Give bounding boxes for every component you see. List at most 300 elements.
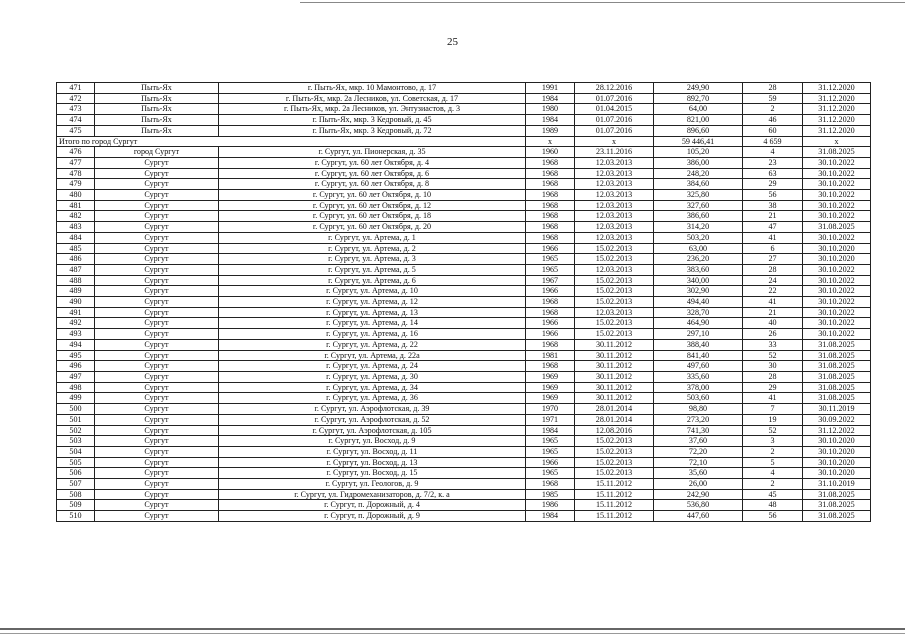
cell-date: 30.11.2012 <box>575 339 654 350</box>
table-row <box>57 361 871 372</box>
cell-area: 325,80 <box>654 190 743 201</box>
table-row <box>57 329 871 340</box>
cell-city: Сургут <box>95 361 219 372</box>
cell-number: 479 <box>57 179 95 190</box>
cell-deadline: 31.12.2020 <box>803 104 871 115</box>
cell-address: г. Сургут, ул. Артема, д. 16 <box>219 329 526 340</box>
cell-apartments: 27 <box>743 254 803 265</box>
cell-city: Сургут <box>95 489 219 500</box>
table-row <box>57 500 871 511</box>
cell-year: 1989 <box>526 125 575 136</box>
cell-city: Сургут <box>95 414 219 425</box>
cell-apartments: 6 <box>743 243 803 254</box>
cell-address: г. Сургут, ул. Артема, д. 2 <box>219 243 526 254</box>
cell-city: Сургут <box>95 318 219 329</box>
cell-number: 489 <box>57 286 95 297</box>
cell-deadline: 30.10.2020 <box>803 436 871 447</box>
cell-date: 12.03.2013 <box>575 157 654 168</box>
cell-address: г. Сургут, ул. Артема, д. 22а <box>219 350 526 361</box>
cell-year: 1968 <box>526 361 575 372</box>
cell-date: 15.11.2012 <box>575 500 654 511</box>
cell-number: 495 <box>57 350 95 361</box>
subtotal-area: 59 446,41 <box>654 136 743 147</box>
subtotal-year: x <box>526 136 575 147</box>
cell-year: 1960 <box>526 147 575 158</box>
table-row <box>57 297 871 308</box>
table-row <box>57 264 871 275</box>
cell-deadline: 31.08.2025 <box>803 222 871 233</box>
cell-deadline: 31.08.2025 <box>803 511 871 522</box>
cell-address: г. Сургут, ул. Артема, д. 3 <box>219 254 526 265</box>
cell-address: г. Пыть-Ях, мкр. 3 Кедровый, д. 45 <box>219 115 526 126</box>
table-row <box>57 190 871 201</box>
cell-apartments: 38 <box>743 200 803 211</box>
cell-year: 1966 <box>526 457 575 468</box>
cell-address: г. Сургут, ул. 60 лет Октября, д. 18 <box>219 211 526 222</box>
cell-address: г. Сургут, ул. Артема, д. 14 <box>219 318 526 329</box>
cell-city: Сургут <box>95 264 219 275</box>
cell-number: 484 <box>57 232 95 243</box>
cell-city: Сургут <box>95 243 219 254</box>
cell-apartments: 52 <box>743 350 803 361</box>
cell-city: Сургут <box>95 425 219 436</box>
cell-address: г. Сургут, ул. Пионерская, д. 35 <box>219 147 526 158</box>
cell-number: 487 <box>57 264 95 275</box>
cell-date: 12.03.2013 <box>575 264 654 275</box>
cell-deadline: 31.12.2020 <box>803 125 871 136</box>
cell-area: 242,90 <box>654 489 743 500</box>
cell-address: г. Сургут, ул. Геологов, д. 9 <box>219 479 526 490</box>
cell-address: г. Сургут, ул. Артема, д. 6 <box>219 275 526 286</box>
cell-year: 1980 <box>526 104 575 115</box>
cell-apartments: 28 <box>743 264 803 275</box>
cell-number: 502 <box>57 425 95 436</box>
cell-city: Сургут <box>95 457 219 468</box>
subtotal-apartments: 4 659 <box>743 136 803 147</box>
table-row <box>57 479 871 490</box>
cell-area: 896,60 <box>654 125 743 136</box>
cell-date: 12.08.2016 <box>575 425 654 436</box>
cell-apartments: 48 <box>743 500 803 511</box>
cell-deadline: 30.10.2022 <box>803 307 871 318</box>
table-row <box>57 125 871 136</box>
cell-deadline: 30.10.2020 <box>803 457 871 468</box>
cell-number: 500 <box>57 404 95 415</box>
cell-year: 1965 <box>526 254 575 265</box>
cell-number: 506 <box>57 468 95 479</box>
cell-date: 23.11.2016 <box>575 147 654 158</box>
cell-apartments: 4 <box>743 147 803 158</box>
cell-apartments: 3 <box>743 436 803 447</box>
cell-city: Сургут <box>95 275 219 286</box>
cell-date: 15.02.2013 <box>575 286 654 297</box>
subtotal-date: x <box>575 136 654 147</box>
cell-address: г. Сургут, ул. Восход, д. 9 <box>219 436 526 447</box>
cell-city: Пыть-Ях <box>95 83 219 94</box>
cell-year: 1968 <box>526 168 575 179</box>
table-row <box>57 339 871 350</box>
cell-number: 493 <box>57 329 95 340</box>
cell-date: 15.11.2012 <box>575 479 654 490</box>
cell-area: 464,90 <box>654 318 743 329</box>
cell-year: 1970 <box>526 404 575 415</box>
cell-number: 498 <box>57 382 95 393</box>
cell-apartments: 45 <box>743 489 803 500</box>
table-body-surgut <box>57 147 871 522</box>
cell-date: 15.02.2013 <box>575 254 654 265</box>
cell-area: 503,60 <box>654 393 743 404</box>
cell-address: г. Сургут, ул. Артема, д. 10 <box>219 286 526 297</box>
cell-date: 30.11.2012 <box>575 382 654 393</box>
table-row <box>57 457 871 468</box>
cell-year: 1968 <box>526 211 575 222</box>
cell-city: Сургут <box>95 190 219 201</box>
cell-address: г. Сургут, ул. Артема, д. 5 <box>219 264 526 275</box>
cell-area: 383,60 <box>654 264 743 275</box>
cell-apartments: 26 <box>743 329 803 340</box>
table-row <box>57 414 871 425</box>
cell-date: 15.02.2013 <box>575 457 654 468</box>
table-row <box>57 318 871 329</box>
cell-date: 15.02.2013 <box>575 275 654 286</box>
cell-area: 37,60 <box>654 436 743 447</box>
cell-number: 491 <box>57 307 95 318</box>
cell-deadline: 30.10.2020 <box>803 243 871 254</box>
cell-number: 471 <box>57 83 95 94</box>
table-row <box>57 393 871 404</box>
cell-city: Сургут <box>95 382 219 393</box>
cell-city: Сургут <box>95 511 219 522</box>
cell-number: 483 <box>57 222 95 233</box>
table-row <box>57 489 871 500</box>
cell-area: 536,80 <box>654 500 743 511</box>
cell-area: 503,20 <box>654 232 743 243</box>
cell-date: 12.03.2013 <box>575 232 654 243</box>
cell-year: 1966 <box>526 318 575 329</box>
cell-deadline: 31.08.2025 <box>803 489 871 500</box>
cell-area: 236,20 <box>654 254 743 265</box>
cell-year: 1965 <box>526 264 575 275</box>
cell-city: Сургут <box>95 307 219 318</box>
cell-number: 494 <box>57 339 95 350</box>
cell-year: 1968 <box>526 232 575 243</box>
cell-date: 12.03.2013 <box>575 190 654 201</box>
cell-deadline: 31.08.2025 <box>803 339 871 350</box>
table-row <box>57 200 871 211</box>
cell-number: 508 <box>57 489 95 500</box>
cell-number: 507 <box>57 479 95 490</box>
table-row <box>57 371 871 382</box>
cell-deadline: 31.08.2025 <box>803 500 871 511</box>
cell-year: 1981 <box>526 350 575 361</box>
table-row <box>57 243 871 254</box>
cell-area: 340,00 <box>654 275 743 286</box>
cell-city: Пыть-Ях <box>95 115 219 126</box>
cell-deadline: 31.12.2020 <box>803 83 871 94</box>
cell-area: 297,10 <box>654 329 743 340</box>
cell-city: Сургут <box>95 168 219 179</box>
cell-area: 335,60 <box>654 371 743 382</box>
table-row <box>57 232 871 243</box>
table-row <box>57 168 871 179</box>
cell-area: 494,40 <box>654 297 743 308</box>
subtotal-label: Итого по город Сургут <box>57 136 526 147</box>
cell-date: 30.11.2012 <box>575 361 654 372</box>
cell-area: 26,00 <box>654 479 743 490</box>
cell-date: 12.03.2013 <box>575 179 654 190</box>
cell-deadline: 30.11.2019 <box>803 404 871 415</box>
table-row <box>57 350 871 361</box>
cell-address: г. Сургут, ул. Артема, д. 34 <box>219 382 526 393</box>
cell-deadline: 31.08.2025 <box>803 371 871 382</box>
cell-number: 496 <box>57 361 95 372</box>
cell-year: 1968 <box>526 157 575 168</box>
cell-deadline: 30.10.2022 <box>803 200 871 211</box>
table-row <box>57 222 871 233</box>
cell-number: 504 <box>57 446 95 457</box>
cell-area: 302,90 <box>654 286 743 297</box>
cell-date: 12.03.2013 <box>575 200 654 211</box>
cell-date: 12.03.2013 <box>575 222 654 233</box>
cell-area: 273,20 <box>654 414 743 425</box>
cell-apartments: 7 <box>743 404 803 415</box>
cell-address: г. Сургут, ул. Гидромеханизаторов, д. 7/2, к. а <box>219 489 526 500</box>
bottom-edge-rule <box>0 628 905 630</box>
cell-date: 15.02.2013 <box>575 329 654 340</box>
cell-year: 1966 <box>526 243 575 254</box>
table-row <box>57 115 871 126</box>
cell-year: 1986 <box>526 500 575 511</box>
cell-date: 15.02.2013 <box>575 243 654 254</box>
cell-date: 15.02.2013 <box>575 318 654 329</box>
table-row <box>57 179 871 190</box>
cell-year: 1967 <box>526 275 575 286</box>
cell-address: г. Сургут, ул. Восход, д. 11 <box>219 446 526 457</box>
cell-year: 1984 <box>526 511 575 522</box>
cell-year: 1969 <box>526 382 575 393</box>
subtotal-row <box>57 136 871 147</box>
cell-city: город Сургут <box>95 147 219 158</box>
cell-number: 499 <box>57 393 95 404</box>
cell-apartments: 40 <box>743 318 803 329</box>
cell-apartments: 21 <box>743 211 803 222</box>
cell-number: 472 <box>57 93 95 104</box>
cell-address: г. Сургут, ул. 60 лет Октября, д. 20 <box>219 222 526 233</box>
cell-city: Сургут <box>95 500 219 511</box>
cell-address: г. Пыть-Ях, мкр. 3 Кедровый, д. 72 <box>219 125 526 136</box>
cell-apartments: 41 <box>743 297 803 308</box>
table-row <box>57 157 871 168</box>
cell-city: Сургут <box>95 200 219 211</box>
cell-year: 1969 <box>526 393 575 404</box>
cell-deadline: 30.10.2022 <box>803 211 871 222</box>
cell-city: Сургут <box>95 479 219 490</box>
top-edge-rule <box>300 2 905 3</box>
cell-address: г. Сургут, ул. Артема, д. 13 <box>219 307 526 318</box>
cell-city: Сургут <box>95 393 219 404</box>
cell-date: 28.12.2016 <box>575 83 654 94</box>
table-row <box>57 254 871 265</box>
cell-area: 105,20 <box>654 147 743 158</box>
table-row <box>57 425 871 436</box>
cell-number: 503 <box>57 436 95 447</box>
table-subtotal-body <box>57 136 871 147</box>
cell-date: 12.03.2013 <box>575 307 654 318</box>
cell-apartments: 22 <box>743 286 803 297</box>
cell-area: 384,60 <box>654 179 743 190</box>
cell-address: г. Сургут, п. Дорожный, д. 4 <box>219 500 526 511</box>
cell-address: г. Сургут, ул. Аэрофлотская, д. 39 <box>219 404 526 415</box>
cell-number: 501 <box>57 414 95 425</box>
cell-address: г. Сургут, ул. 60 лет Октября, д. 6 <box>219 168 526 179</box>
cell-city: Сургут <box>95 254 219 265</box>
cell-address: г. Сургут, ул. Артема, д. 36 <box>219 393 526 404</box>
cell-area: 892,70 <box>654 93 743 104</box>
cell-deadline: 31.12.2022 <box>803 425 871 436</box>
cell-city: Сургут <box>95 222 219 233</box>
table-row <box>57 511 871 522</box>
cell-apartments: 19 <box>743 414 803 425</box>
table-row <box>57 286 871 297</box>
cell-year: 1971 <box>526 414 575 425</box>
cell-number: 485 <box>57 243 95 254</box>
cell-date: 01.07.2016 <box>575 125 654 136</box>
cell-city: Сургут <box>95 329 219 340</box>
cell-number: 480 <box>57 190 95 201</box>
cell-deadline: 30.09.2022 <box>803 414 871 425</box>
cell-apartments: 29 <box>743 179 803 190</box>
cell-city: Пыть-Ях <box>95 104 219 115</box>
cell-apartments: 2 <box>743 479 803 490</box>
cell-year: 1968 <box>526 339 575 350</box>
cell-city: Пыть-Ях <box>95 93 219 104</box>
table-row <box>57 104 871 115</box>
cell-apartments: 28 <box>743 83 803 94</box>
table-row <box>57 211 871 222</box>
cell-address: г. Сургут, ул. Артема, д. 30 <box>219 371 526 382</box>
cell-year: 1965 <box>526 468 575 479</box>
cell-apartments: 4 <box>743 468 803 479</box>
cell-number: 482 <box>57 211 95 222</box>
cell-address: г. Сургут, ул. 60 лет Октября, д. 10 <box>219 190 526 201</box>
cell-apartments: 28 <box>743 371 803 382</box>
cell-city: Сургут <box>95 468 219 479</box>
cell-number: 477 <box>57 157 95 168</box>
cell-number: 476 <box>57 147 95 158</box>
cell-date: 12.03.2013 <box>575 168 654 179</box>
cell-area: 378,00 <box>654 382 743 393</box>
cell-address: г. Сургут, ул. 60 лет Октября, д. 4 <box>219 157 526 168</box>
cell-year: 1984 <box>526 93 575 104</box>
cell-deadline: 31.12.2020 <box>803 115 871 126</box>
cell-date: 01.07.2016 <box>575 115 654 126</box>
cell-apartments: 2 <box>743 446 803 457</box>
cell-deadline: 30.10.2020 <box>803 254 871 265</box>
cell-year: 1969 <box>526 371 575 382</box>
cell-number: 481 <box>57 200 95 211</box>
cell-deadline: 30.10.2022 <box>803 190 871 201</box>
cell-apartments: 30 <box>743 361 803 372</box>
cell-city: Сургут <box>95 436 219 447</box>
cell-date: 01.04.2015 <box>575 104 654 115</box>
cell-date: 30.11.2012 <box>575 393 654 404</box>
page-number: 25 <box>447 36 458 48</box>
cell-date: 28.01.2014 <box>575 404 654 415</box>
cell-address: г. Пыть-Ях, мкр. 2а Лесников, ул. Советская, д. 17 <box>219 93 526 104</box>
cell-deadline: 30.10.2022 <box>803 329 871 340</box>
cell-address: г. Сургут, п. Дорожный, д. 9 <box>219 511 526 522</box>
cell-city: Сургут <box>95 286 219 297</box>
cell-number: 497 <box>57 371 95 382</box>
cell-year: 1966 <box>526 286 575 297</box>
cell-deadline: 30.10.2022 <box>803 157 871 168</box>
subtotal-deadline: x <box>803 136 871 147</box>
cell-address: г. Сургут, ул. Артема, д. 24 <box>219 361 526 372</box>
table-row <box>57 275 871 286</box>
cell-area: 841,40 <box>654 350 743 361</box>
cell-apartments: 5 <box>743 457 803 468</box>
cell-deadline: 30.10.2022 <box>803 232 871 243</box>
cell-city: Сургут <box>95 339 219 350</box>
cell-number: 488 <box>57 275 95 286</box>
table-row <box>57 468 871 479</box>
cell-number: 509 <box>57 500 95 511</box>
cell-deadline: 30.10.2022 <box>803 297 871 308</box>
cell-deadline: 30.10.2022 <box>803 168 871 179</box>
cell-number: 473 <box>57 104 95 115</box>
cell-number: 478 <box>57 168 95 179</box>
cell-area: 821,00 <box>654 115 743 126</box>
cell-deadline: 31.08.2025 <box>803 147 871 158</box>
cell-area: 388,40 <box>654 339 743 350</box>
cell-apartments: 47 <box>743 222 803 233</box>
cell-date: 15.02.2013 <box>575 297 654 308</box>
cell-apartments: 23 <box>743 157 803 168</box>
cell-area: 328,70 <box>654 307 743 318</box>
cell-area: 248,20 <box>654 168 743 179</box>
cell-year: 1985 <box>526 489 575 500</box>
cell-date: 30.11.2012 <box>575 371 654 382</box>
cell-city: Сургут <box>95 179 219 190</box>
cell-date: 15.11.2012 <box>575 511 654 522</box>
cell-area: 63,00 <box>654 243 743 254</box>
cell-number: 510 <box>57 511 95 522</box>
cell-deadline: 30.10.2020 <box>803 468 871 479</box>
cell-city: Сургут <box>95 350 219 361</box>
cell-year: 1968 <box>526 297 575 308</box>
cell-deadline: 31.10.2019 <box>803 479 871 490</box>
cell-apartments: 52 <box>743 425 803 436</box>
table-row <box>57 404 871 415</box>
cell-deadline: 31.12.2020 <box>803 93 871 104</box>
cell-date: 30.11.2012 <box>575 350 654 361</box>
cell-date: 15.02.2013 <box>575 436 654 447</box>
table-row <box>57 382 871 393</box>
cell-number: 474 <box>57 115 95 126</box>
cell-number: 475 <box>57 125 95 136</box>
cell-address: г. Сургут, ул. Артема, д. 22 <box>219 339 526 350</box>
table-row <box>57 147 871 158</box>
cell-apartments: 63 <box>743 168 803 179</box>
cell-city: Сургут <box>95 446 219 457</box>
cell-deadline: 30.10.2022 <box>803 318 871 329</box>
table-body-pyt-yakh <box>57 83 871 137</box>
cell-area: 314,20 <box>654 222 743 233</box>
cell-date: 01.07.2016 <box>575 93 654 104</box>
cell-date: 15.02.2013 <box>575 446 654 457</box>
cell-address: г. Сургут, ул. 60 лет Октября, д. 12 <box>219 200 526 211</box>
cell-deadline: 31.08.2025 <box>803 350 871 361</box>
